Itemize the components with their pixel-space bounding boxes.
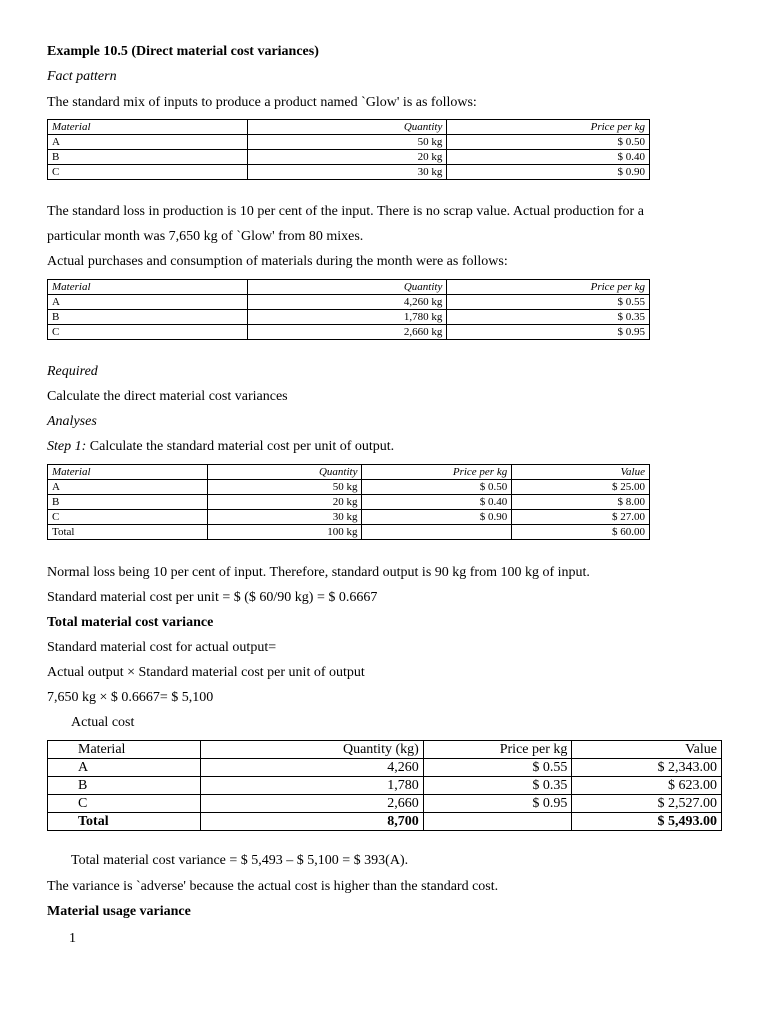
loss-text-line2: particular month was 7,650 kg of `Glow' from 80 mixes. bbox=[47, 229, 364, 244]
actual-purchases-table bbox=[47, 279, 650, 340]
formula-text: Actual output × Standard material cost per unit of output bbox=[47, 665, 365, 680]
standard-mix-table bbox=[47, 119, 650, 180]
table-cell: 30 kg bbox=[207, 510, 362, 525]
table-cell: $ 0.90 bbox=[447, 165, 650, 180]
table-row bbox=[48, 795, 722, 813]
table-cell: Total bbox=[48, 813, 201, 831]
table-cell: A bbox=[48, 295, 248, 310]
table-cell: 1,780 kg bbox=[247, 310, 447, 325]
table-cell: C bbox=[48, 795, 201, 813]
header-cell: Quantity bbox=[207, 465, 362, 480]
table-cell: 20 kg bbox=[207, 495, 362, 510]
header-cell: Price per kg bbox=[447, 120, 650, 135]
table-row bbox=[48, 295, 650, 310]
normal-loss-text: Normal loss being 10 per cent of input. Therefore, standard output is 90 kg from 100 kg of input. bbox=[47, 565, 590, 580]
table-cell: $ 60.00 bbox=[512, 525, 650, 540]
table-cell: 4,260 bbox=[200, 759, 423, 777]
table-cell: Total bbox=[48, 525, 208, 540]
calc-text: 7,650 kg × $ 0.6667= $ 5,100 bbox=[47, 690, 214, 705]
table-cell: C bbox=[48, 325, 248, 340]
table-cell bbox=[362, 525, 512, 540]
table-row bbox=[48, 135, 650, 150]
page-number: 1 bbox=[69, 931, 76, 946]
actual-cost-table bbox=[47, 740, 722, 831]
table-cell: $ 0.40 bbox=[447, 150, 650, 165]
header-cell: Value bbox=[512, 465, 650, 480]
header-cell: Value bbox=[572, 741, 722, 759]
table-cell: $ 0.50 bbox=[447, 135, 650, 150]
header-cell: Price per kg bbox=[362, 465, 512, 480]
total-variance-heading: Total material cost variance bbox=[47, 615, 214, 630]
standard-cost-table bbox=[47, 464, 650, 540]
header-cell: Quantity bbox=[247, 120, 447, 135]
table-cell: A bbox=[48, 759, 201, 777]
table-row bbox=[48, 150, 650, 165]
fact-pattern-label: Fact pattern bbox=[47, 69, 117, 84]
table-cell: 30 kg bbox=[247, 165, 447, 180]
header-cell: Material bbox=[48, 120, 248, 135]
table-cell: B bbox=[48, 310, 248, 325]
table-cell: $ 0.40 bbox=[362, 495, 512, 510]
table-cell bbox=[423, 813, 572, 831]
intro-text: The standard mix of inputs to produce a product named `Glow' is as follows: bbox=[47, 95, 477, 110]
table-cell: $ 0.35 bbox=[423, 777, 572, 795]
table-header-row bbox=[48, 465, 650, 480]
table-cell: $ 2,527.00 bbox=[572, 795, 722, 813]
usage-variance-heading: Material usage variance bbox=[47, 904, 191, 919]
table-cell: B bbox=[48, 777, 201, 795]
table-row bbox=[48, 310, 650, 325]
step1-text: Calculate the standard material cost per unit of output. bbox=[89, 439, 395, 454]
table-cell: C bbox=[48, 165, 248, 180]
table-row bbox=[48, 525, 650, 540]
required-label: Required bbox=[47, 364, 98, 379]
header-cell: Price per kg bbox=[423, 741, 572, 759]
purchases-text: Actual purchases and consumption of materials during the month were as follows: bbox=[47, 254, 508, 269]
step1-label: Step 1: bbox=[47, 439, 87, 454]
header-cell: Material bbox=[48, 741, 201, 759]
table-row bbox=[48, 495, 650, 510]
table-row bbox=[48, 759, 722, 777]
header-cell: Material bbox=[48, 280, 248, 295]
table-cell: $ 0.90 bbox=[362, 510, 512, 525]
table-cell: $ 623.00 bbox=[572, 777, 722, 795]
table-cell: $ 8.00 bbox=[512, 495, 650, 510]
table-header-row bbox=[48, 741, 722, 759]
table-cell: $ 2,343.00 bbox=[572, 759, 722, 777]
variance-text: Total material cost variance = $ 5,493 – $ 5,100 = $ 393(A). bbox=[71, 853, 409, 868]
example-heading: Example 10.5 (Direct material cost variances) bbox=[47, 44, 319, 59]
table-cell: $ 0.35 bbox=[447, 310, 650, 325]
std-cost-text: Standard material cost per unit = $ ($ 60/90 kg) = $ 0.6667 bbox=[47, 590, 378, 605]
table-cell: C bbox=[48, 510, 208, 525]
total-row bbox=[48, 813, 722, 831]
table-cell: $ 0.50 bbox=[362, 480, 512, 495]
table-cell: $ 25.00 bbox=[512, 480, 650, 495]
adverse-text: The variance is `adverse' because the actual cost is higher than the standard cost. bbox=[47, 879, 499, 894]
table-row bbox=[48, 165, 650, 180]
table-row bbox=[48, 480, 650, 495]
table-cell: $ 0.55 bbox=[447, 295, 650, 310]
table-cell: 2,660 bbox=[200, 795, 423, 813]
table-cell: $ 27.00 bbox=[512, 510, 650, 525]
table-cell: $ 5,493.00 bbox=[572, 813, 722, 831]
table-cell: A bbox=[48, 480, 208, 495]
analyses-label: Analyses bbox=[47, 414, 97, 429]
table-cell: 2,660 kg bbox=[247, 325, 447, 340]
table-row bbox=[48, 777, 722, 795]
table-cell: B bbox=[48, 495, 208, 510]
header-cell: Quantity (kg) bbox=[200, 741, 423, 759]
table-header-row bbox=[48, 120, 650, 135]
actual-cost-label: Actual cost bbox=[71, 715, 135, 730]
table-cell: 50 kg bbox=[247, 135, 447, 150]
table-header-row bbox=[48, 280, 650, 295]
header-cell: Material bbox=[48, 465, 208, 480]
table-cell: $ 0.95 bbox=[423, 795, 572, 813]
required-text: Calculate the direct material cost variances bbox=[47, 389, 288, 404]
table-cell: $ 0.55 bbox=[423, 759, 572, 777]
table-cell: 4,260 kg bbox=[247, 295, 447, 310]
table-cell: B bbox=[48, 150, 248, 165]
table-row bbox=[48, 510, 650, 525]
table-cell: 100 kg bbox=[207, 525, 362, 540]
table-row bbox=[48, 325, 650, 340]
table-cell: $ 0.95 bbox=[447, 325, 650, 340]
step1-line bbox=[47, 439, 394, 455]
table-cell: 50 kg bbox=[207, 480, 362, 495]
std-cost-actual-text: Standard material cost for actual output= bbox=[47, 640, 277, 655]
table-cell: 1,780 bbox=[200, 777, 423, 795]
table-cell: 8,700 bbox=[200, 813, 423, 831]
table-cell: A bbox=[48, 135, 248, 150]
header-cell: Quantity bbox=[247, 280, 447, 295]
header-cell: Price per kg bbox=[447, 280, 650, 295]
loss-text-line1: The standard loss in production is 10 per cent of the input. There is no scrap value. Actual production for a bbox=[47, 204, 644, 219]
table-cell: 20 kg bbox=[247, 150, 447, 165]
